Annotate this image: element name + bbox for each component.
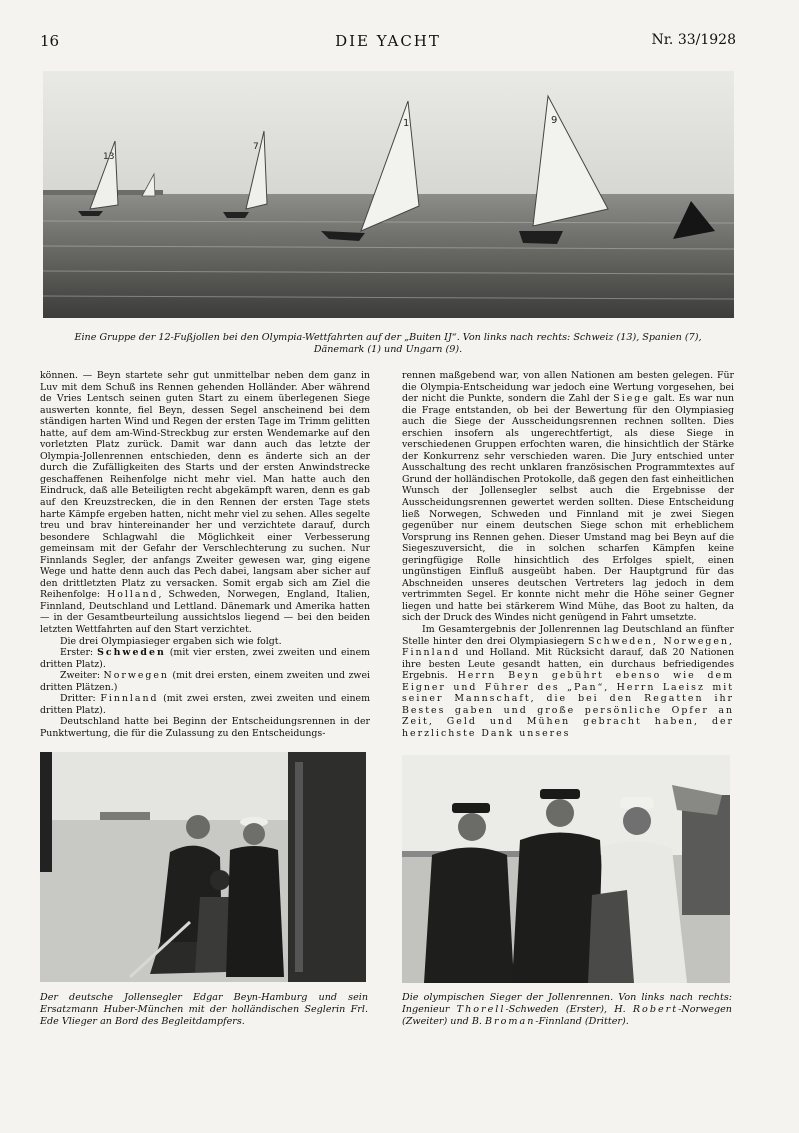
magazine-title: DIE YACHT bbox=[335, 32, 441, 50]
right-paragraph-2: Im Gesamtergebnis der Jollenrennen lag Deutschland an fünfter Stelle hinter den drei Olympiasiegern Schweden, Norwegen, Finnland und Holland. Mit Rücksicht darauf, daß 20 Nationen ihre besten Leute gesandt hatten, ein durchaus befriedigendes Ergebnis. Herrn Beyn gebührt ebenso wie dem Eigner und Führer des „Pan“, Herrn Laeisz mit seiner Mannschaft, die bei den Regatten ihr Bestes gaben und große persönliche Opfer an Zeit, Geld und Mühen gebracht haben, der herzlichste Dank unseres bbox=[402, 624, 734, 739]
sail-number-7: 7 bbox=[253, 142, 259, 152]
left-paragraph-2: Die drei Olympiasieger ergaben sich wie folgt. bbox=[60, 635, 282, 647]
left-paragraph-3: Deutschland hatte bei Beginn der Entscheidungsrennen in der Punktwertung, die für die Zulassung zu den Entscheidungs- bbox=[40, 716, 370, 739]
sail-number-1: 1 bbox=[403, 118, 410, 129]
bottom-left-caption: Der deutsche Jollensegler Edgar Beyn-Hamburg und sein Ersatzmann Huber-München mit der holländischen Seglerin Frl. Ede Vlieger an Bord des Begleitdampfers. bbox=[40, 992, 368, 1028]
right-paragraph-1: rennen maßgebend war, von allen Nationen am besten gelegen. Für die Olympia-Entscheidung war jedoch eine Wertung vorgesehen, bei der nicht die Punkte, sondern die Zahl der Siege galt. Es war nun die Frage entstanden, ob bei der Bewertung für den Olympiasieg auch die Siege der Ausscheidungsrennen rechnen sollten. Dies erschien insofern als ungerechtfertigt, als diese Siege in verschiedenen Gruppen erfochten waren, die hinsichtlich der Stärke der Konkurrenz sehr verschieden waren. Die Jury entschied unter Ausschaltung des recht unklaren französischen Programmtextes auf Grund der holländischen Protokolle, daß gegen den fast einheitlichen Wunsch der Jollensegler selbst auch die Ergebnisse der Ausscheidungsrennen gewertet werden sollten. Diese Entscheidung ließ Norwegen, Schweden und Finnland mit je zwei Siegen gegenüber nur einem deutschen Siege schon mit erheblichem Vorsprung ins Rennen gehen. Dieser Umstand mag bei Beyn auf die Siegeszuversicht, die in solchen scharfen Kämpfen keine geringfügige Rolle hinsichtlich des Erfolges spielt, einen ungünstigen Einfluß ausgeübt haben. Der Hauptgrund für das Abschneiden unseres deutschen Vertreters lag jedoch in dem vertrimmten Segel. Er konnte nicht mehr die Höhe seiner Gegner liegen und hatte bei stärkerem Wind Mühe, das Boot zu halten, da sich der Druck des Windes nicht genügend in Fahrt umsetzte. bbox=[402, 370, 734, 624]
right-column bbox=[402, 370, 734, 740]
issue-number: Nr. 33/1928 bbox=[651, 32, 736, 48]
winner-third: Dritter: Finnland (mit zwei ersten, zwei zweiten und einem dritten Platz). bbox=[40, 693, 370, 716]
top-photo-caption: Eine Gruppe der 12-Fußjollen bei den Olympia-Wettfahrten auf der „Buiten IJ“. Von links nach rechts: Schweiz (13), Spanien (7), Dänemark (1) und Ungarn (9). bbox=[74, 332, 702, 356]
page-number: 16 bbox=[40, 32, 60, 50]
winner-first: Erster: Schweden (mit vier ersten, zwei zweiten und einem dritten Platz). bbox=[40, 647, 371, 670]
page-header bbox=[40, 32, 736, 54]
bottom-right-caption: Die olympischen Sieger der Jollenrennen. Von links nach rechts: Ingenieur Thorell-Schweden (Erster), H. Robert-Norwegen (Zweiter) und B. Broman-Finnland (Dritter). bbox=[402, 992, 732, 1028]
winner-second: Zweiter: Norwegen (mit drei ersten, einem zweiten und zwei dritten Plätzen.) bbox=[40, 670, 370, 693]
top-photo bbox=[43, 71, 734, 318]
bottom-left-photo bbox=[40, 752, 366, 982]
sail-number-13: 13 bbox=[103, 152, 115, 162]
left-column bbox=[40, 370, 370, 740]
sail-number-9: 9 bbox=[551, 115, 558, 126]
bottom-right-photo bbox=[402, 755, 730, 983]
left-paragraph-1: können. — Beyn startete sehr gut unmittelbar neben dem ganz in Luv mit dem Schuß ins Rennen gehenden Holländer. Aber während de Vries Lentsch seinen guten Start zu einem überlegenen Siege auswerten konnte, fiel Beyn, dessen Segel anscheinend bei dem ständigen harten Wind und Regen der ersten Tage im Trimm gelitten hatte, auf dem am-Wind-Streckbug zur ersten Wendemarke auf den vorletzten Platz zurück. Damit war dann auch das letzte der Olympia-Jollenrennen entschieden, denn es änderte sich an der durch die Zufälligkeiten des Starts und der ersten Anwindstrecke geschaffenen Reihenfolge nicht mehr viel. Man hatte auch den Eindruck, daß alle Beteiligten recht abgekämpft waren, denn es gab auf den Kreuzstrecken, die in den Rennen der ersten Tage stets harte Kämpfe ergeben hatten, nicht mehr viel zu sehen. Alles segelte treu und brav hintereinander her und verzichtete darauf, durch besondere Schlagwahl die Möglichkeit einer Verbesserung gemeinsam mit der Gefahr der Verschlechterung zu suchen. Nur Finnlands Segler, der anfangs Zweiter gewesen war, ging eigene Wege und hatte denn auch das Pech dabei, langsam aber sicher auf den drittletzten Platz zu versacken. Somit ergab sich am Ziel die Reihenfolge: Holland, Schweden, Norwegen, England, Italien, Finnland, Deutschland und Lettland. Dänemark und Amerika hatten — in der Gesamtbeurteilung aussichtslos liegend — bei den beiden letzten Wettfahrten auf den Start verzichtet. bbox=[40, 370, 370, 636]
